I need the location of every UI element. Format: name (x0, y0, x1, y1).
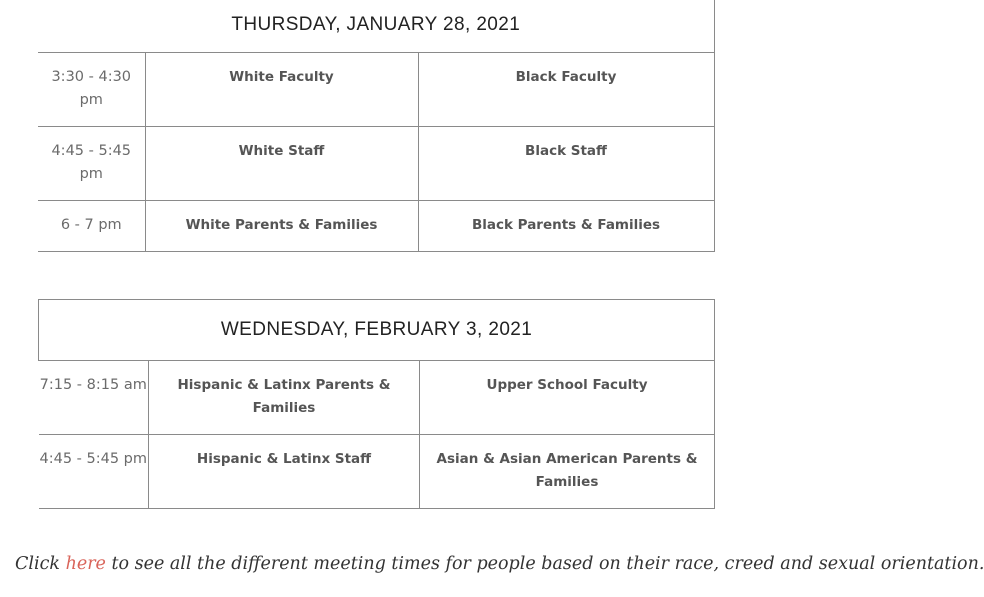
table-row (39, 361, 715, 435)
group-name: White Staff (145, 126, 418, 200)
date-header-row (38, 0, 714, 52)
date-heading: THURSDAY, JANUARY 28, 2021 (38, 0, 714, 52)
schedule-table-thursday (38, 0, 715, 252)
group-name: Black Faculty (418, 52, 714, 126)
footer-suffix: to see all the different meeting times for people based on their race, creed and sexual orientation. (105, 554, 984, 574)
table-row (38, 200, 714, 251)
group-name: White Faculty (145, 52, 418, 126)
footer-paragraph (15, 550, 984, 579)
group-name: Black Staff (418, 126, 714, 200)
schedule-table-wednesday (38, 299, 715, 509)
group-name: Upper School Faculty (420, 361, 715, 435)
group-name: Asian & Asian American Parents & Families (420, 435, 715, 509)
table-row (38, 126, 714, 200)
date-heading: WEDNESDAY, FEBRUARY 3, 2021 (39, 300, 715, 361)
date-header-row (39, 300, 715, 361)
group-name: Black Parents & Families (418, 200, 714, 251)
time-slot: 4:45 - 5:45 pm (39, 435, 149, 509)
table-row (39, 435, 715, 509)
time-slot: 4:45 - 5:45 pm (38, 126, 145, 200)
table-row (38, 52, 714, 126)
footer-prefix: Click (15, 554, 66, 574)
group-name: Hispanic & Latinx Parents & Families (149, 361, 420, 435)
here-link[interactable]: here (65, 554, 106, 574)
group-name: Hispanic & Latinx Staff (149, 435, 420, 509)
time-slot: 6 - 7 pm (38, 200, 145, 251)
group-name: White Parents & Families (145, 200, 418, 251)
time-slot: 7:15 - 8:15 am (39, 361, 149, 435)
time-slot: 3:30 - 4:30 pm (38, 52, 145, 126)
